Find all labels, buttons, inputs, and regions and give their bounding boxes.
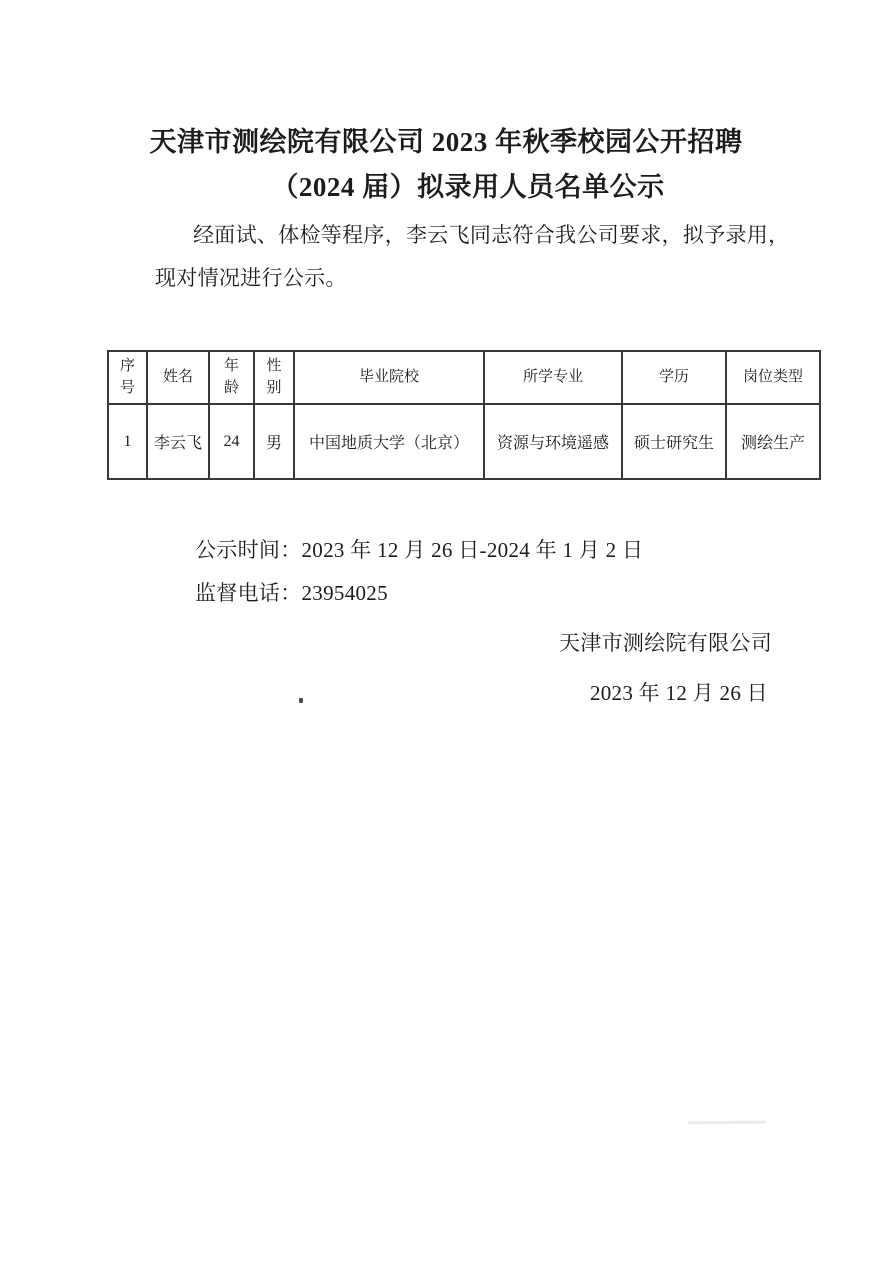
table-cell: 李云飞 <box>147 404 209 479</box>
phone-label: 监督电话： <box>195 581 302 605</box>
signature-company: 天津市测绘院有限公司 <box>559 631 772 655</box>
table-header-cell <box>622 351 726 404</box>
table-cell: 硕士研究生 <box>622 404 726 479</box>
table-header-label: 岗位类型 <box>742 369 803 385</box>
publicity-period-line <box>195 534 643 566</box>
table-header-label: 毕业院校 <box>358 369 419 385</box>
body-paragraph-line1: 经面试、体检等程序，李云飞同志符合我公司要求，拟予录用， <box>193 223 790 247</box>
table-header-row <box>108 351 820 404</box>
table-header-label: 序号 <box>119 357 135 396</box>
publicity-period-label: 公示时间： <box>195 538 302 562</box>
table-header-cell <box>147 351 209 404</box>
table-header-label: 学历 <box>658 369 689 385</box>
table-body <box>108 404 820 479</box>
scan-speck <box>299 698 303 703</box>
table-cell: 1 <box>108 404 147 479</box>
table-header-cell <box>726 351 820 404</box>
table-cell: 男 <box>254 404 294 479</box>
table-header-label: 年龄 <box>223 357 239 396</box>
document-title-line1: 天津市测绘院有限公司 2023 年秋季校园公开招聘 <box>149 127 743 157</box>
phone-line <box>195 577 388 609</box>
body-paragraph-line2: 现对情况进行公示。 <box>155 266 347 290</box>
table-header-cell <box>294 351 484 404</box>
roster-table <box>107 350 821 480</box>
table-header-cell <box>108 351 147 404</box>
scan-smudge <box>688 1121 766 1125</box>
table-header-cell <box>484 351 622 404</box>
table-header-cell <box>254 351 294 404</box>
table-row <box>108 404 820 479</box>
table-header-label: 姓名 <box>162 369 193 385</box>
phone-value: 23954025 <box>301 581 388 605</box>
table-cell: 测绘生产 <box>726 404 820 479</box>
signature-date: 2023 年 12 月 26 日 <box>589 681 768 705</box>
table-cell: 资源与环境遥感 <box>484 404 622 479</box>
publicity-period-value: 2023 年 12 月 26 日-2024 年 1 月 2 日 <box>301 538 644 562</box>
table-header-label: 所学专业 <box>522 369 583 385</box>
table-header-cell <box>209 351 254 404</box>
table-header-label: 性别 <box>266 357 282 396</box>
document-title-line2: （2024 届）拟录用人员名单公示 <box>271 172 665 202</box>
table-cell: 中国地质大学（北京） <box>294 404 484 479</box>
table-cell: 24 <box>209 404 254 479</box>
